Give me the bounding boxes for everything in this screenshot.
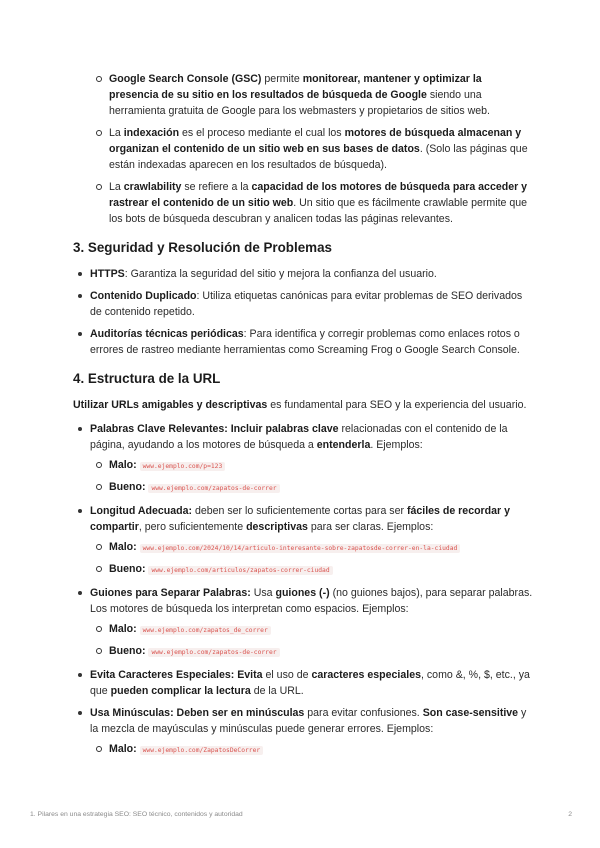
list-item-hyphens: Guiones para Separar Palabras: Usa guiones (-) (no guiones bajos), para separar palabras. Los motores de búsqueda los interpretan como espacios. Ejemplos: Malo: www.ejemplo.com/zapatos_de_correr Bueno: www.ejemplo.com/zapatos-de-correr	[90, 585, 533, 661]
list-item-https: HTTPS: Garantiza la seguridad del sitio y mejora la confianza del usuario.	[90, 266, 533, 282]
url-code: www.ejemplo.com/p=123	[140, 462, 226, 471]
page-footer	[30, 811, 572, 818]
example-good: Bueno: www.ejemplo.com/articulos/zapatos-correr-ciudad	[109, 561, 533, 579]
url-code: www.ejemplo.com/zapatos-de-correr	[148, 484, 279, 493]
example-good: Bueno: www.ejemplo.com/zapatos-de-correr	[109, 643, 533, 661]
list-item-duplicate-content: Contenido Duplicado: Utiliza etiquetas canónicas para evitar problemas de SEO derivados de contenido repetido.	[90, 288, 533, 320]
example-bad: Malo: www.ejemplo.com/2024/10/14/articulo-interesante-sobre-zapatosde-correr-en-la-ciudad	[109, 539, 533, 557]
example-bad: Malo: www.ejemplo.com/p=123	[109, 457, 533, 475]
url-code: www.ejemplo.com/2024/10/14/articulo-interesante-sobre-zapatosde-correr-en-la-ciudad	[140, 544, 461, 553]
keywords-examples	[90, 457, 533, 497]
url-code: www.ejemplo.com/zapatos-de-correr	[148, 648, 279, 657]
section-4-heading: 4. Estructura de la URL	[73, 371, 221, 386]
indexing-sublist	[73, 71, 533, 227]
section-4-intro: Utilizar URLs amigables y descriptivas es fundamental para SEO y la experiencia del usuario.	[73, 399, 527, 411]
footer-title: 1. Pilares en una estrategia SEO: SEO técnico, contenidos y autoridad	[30, 811, 243, 818]
list-item-lowercase: Usa Minúsculas: Deben ser en minúsculas para evitar confusiones. Son case-sensitive y la mezcla de mayúsculas y minúsculas puede generar errores. Ejemplos: Malo: www.ejemplo.com/ZapatosDeCorrer	[90, 705, 533, 759]
list-item-gsc: Google Search Console (GSC) permite monitorear, mantener y optimizar la presencia de su sitio en los resultados de búsqueda de Google siendo una herramienta gratuita de Google para los webmasters y propietarios de sitios web.	[109, 71, 533, 119]
example-bad: Malo: www.ejemplo.com/ZapatosDeCorrer	[109, 741, 533, 759]
url-code: www.ejemplo.com/ZapatosDeCorrer	[140, 746, 264, 755]
list-item-keywords: Palabras Clave Relevantes: Incluir palabras clave relacionadas con el contenido de la página, ayudando a los motores de búsqueda a entenderla. Ejemplos: Malo: www.ejemplo.com/p=123 Bueno: www.ejemplo.com/zapatos-de-correr	[90, 421, 533, 497]
example-bad: Malo: www.ejemplo.com/zapatos_de_correr	[109, 621, 533, 639]
list-item-length: Longitud Adecuada: deben ser lo suficientemente cortas para ser fáciles de recordar y compartir, pero suficientemente descriptivas para ser claras. Ejemplos: Malo: www.ejemplo.com/2024/10/14/articulo-interesante-sobre-zapatosde-correr-en-la-ciudad Bueno: www.ejemplo.com/articulos/zapatos-correr-ciudad	[90, 503, 533, 579]
lowercase-examples	[90, 741, 533, 759]
section-3-heading: 3. Seguridad y Resolución de Problemas	[73, 240, 332, 255]
list-item-indexacion: La indexación es el proceso mediante el cual los motores de búsqueda almacenan y organizan el contenido de un sitio web en sus bases de datos. (Solo las páginas que están indexadas aparecen en los resultados de búsqueda).	[109, 125, 533, 173]
security-list	[73, 266, 533, 358]
url-code: www.ejemplo.com/zapatos_de_correr	[140, 626, 271, 635]
length-examples	[90, 539, 533, 579]
hyphens-examples	[90, 621, 533, 661]
list-item-audits: Auditorías técnicas periódicas: Para identifica y corregir problemas como enlaces rotos o errores de rastreo mediante herramientas como Screaming Frog o Google Search Console.	[90, 326, 533, 358]
url-structure-list	[73, 421, 533, 759]
page-content	[73, 71, 533, 765]
list-item-special-chars: Evita Caracteres Especiales: Evita el uso de caracteres especiales, como &, %, $, etc., ya que pueden complicar la lectura de la URL.	[90, 667, 533, 699]
page-number: 2	[568, 811, 572, 818]
url-code: www.ejemplo.com/articulos/zapatos-correr-ciudad	[148, 566, 332, 575]
example-good: Bueno: www.ejemplo.com/zapatos-de-correr	[109, 479, 533, 497]
list-item-crawlability: La crawlability se refiere a la capacidad de los motores de búsqueda para acceder y rastrear el contenido de un sitio web. Un sitio que es fácilmente crawlable permite que los bots de búsqueda descubran y analicen todas las páginas relevantes.	[109, 179, 533, 227]
